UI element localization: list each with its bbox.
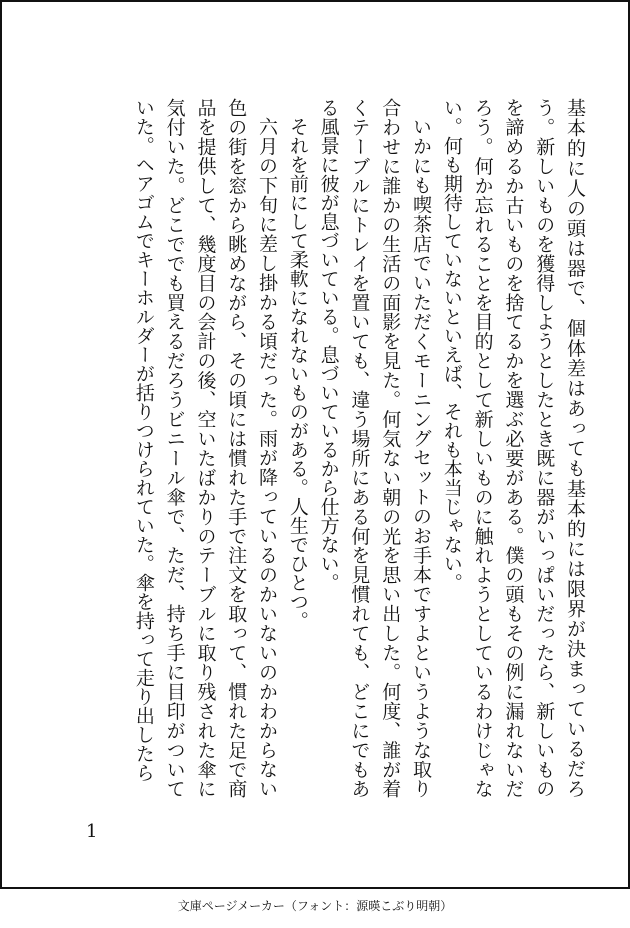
vertical-text-body [128,98,590,798]
paragraph-4: 六月の下旬に差し掛かる頃だった。雨が降っているのかいないのかわからない色の街を窓から眺めながら、その頃には慣れた手で注文を取って、慣れた足で商品を提供して、幾度目の会計の後、空いたばかりのテーブルに取り残された傘に気付いた。どこででも買えるだろうビニール傘で、ただ、持ち手に目印がついていた。ヘアゴムでキーホルダーが括りつけられていた。傘を持って走り出したら [132,98,279,799]
page-number: 1 [86,821,98,842]
paragraph-1: 基本的に人の頭は器で、個体差はあっても基本的には限界が決まっているだろう。新しいものを獲得しようとしたとき既に器がいっぱいだったら、新しいものを諦めるか古いものを捨てるかを選ぶ必要がある。僕の頭もその例に漏れないだろう。何か忘れることを目的として新しいものに触れようとしているわけじゃない。何も期待していないといえば、それも本当じゃない。 [440,98,586,799]
paragraph-2: いかにも喫茶店でいただくモーニングセットのお手本ですよというような取り合わせに誰かの生活の面影を見た。何気ない朝の光を思い出した。何度、誰が着くテーブルにトレイを置いても、違う場所にある何を見慣れても、どこにでもある風景に彼が息づいている。息づいているから仕方ない。 [317,98,433,799]
paragraph-3: それを前にして柔軟になれないものがある。人生でひとつ。 [286,117,309,630]
footer-caption: 文庫ページメーカー（フォント：源暎こぶり明朝） [177,899,453,913]
